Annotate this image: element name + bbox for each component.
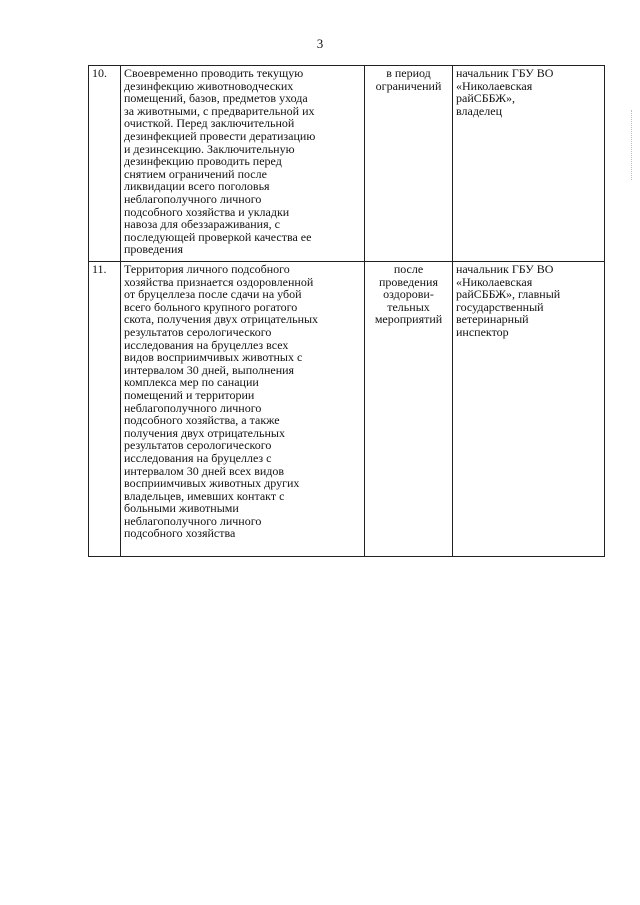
- term-text: в период ограничений: [375, 66, 442, 93]
- term-cell: [365, 66, 453, 262]
- action-cell: [121, 66, 365, 262]
- row-number-cell: [89, 262, 121, 557]
- responsible-cell: [453, 66, 605, 262]
- measures-table: [88, 65, 605, 557]
- action-text: Территория личного подсобного хозяйства признается оздоровленной от бруцеллеза после сдачи на убой всего больного крупного рогатого скота, получения двух отрицательных результатов серологического исследования на бруцеллез всех видов восприимчивых животных с интервалом 30 дней, выполнения комплекса мер по санации помещений и территории неблагополучного личного подсобного хозяйства, а также получения двух отрицательных результатов серологического исследования на бруцеллез с интервалом 30 дней всех видов восприимчивых животных других владельцев, имевших контакт с больными животными неблагополучного личного подсобного хозяйства: [124, 262, 319, 541]
- responsible-text: начальник ГБУ ВО «Николаевская райСББЖ», главный государственный ветеринарный инспектор: [456, 262, 561, 339]
- table-row: [89, 66, 605, 262]
- term-cell: [365, 262, 453, 557]
- action-cell: [121, 262, 365, 557]
- row-number-cell: [89, 66, 121, 262]
- table-row: [89, 262, 605, 557]
- responsible-text: начальник ГБУ ВО «Николаевская райСББЖ», владелец: [456, 66, 554, 118]
- row-number: 10.: [92, 66, 107, 80]
- page-number: 3: [316, 36, 324, 51]
- term-text: после проведения оздорови- тельных мероприятий: [374, 262, 443, 327]
- responsible-cell: [453, 262, 605, 557]
- scan-edge-mark: [631, 110, 634, 180]
- action-text: Своевременно проводить текущую дезинфекцию животноводческих помещений, базов, предметов ухода за животными, с предварительной их очисткой. Перед заключительной дезинфекцией провести дератизацию и дезинсекцию. Заключительную дезинфекцию проводить перед снятием ограничений после ликвидации всего поголовья неблагополучного личного подсобного хозяйства и укладки навоза для обеззараживания, с последующей проверкой качества ее проведения: [124, 66, 316, 257]
- row-number: 11.: [92, 262, 107, 276]
